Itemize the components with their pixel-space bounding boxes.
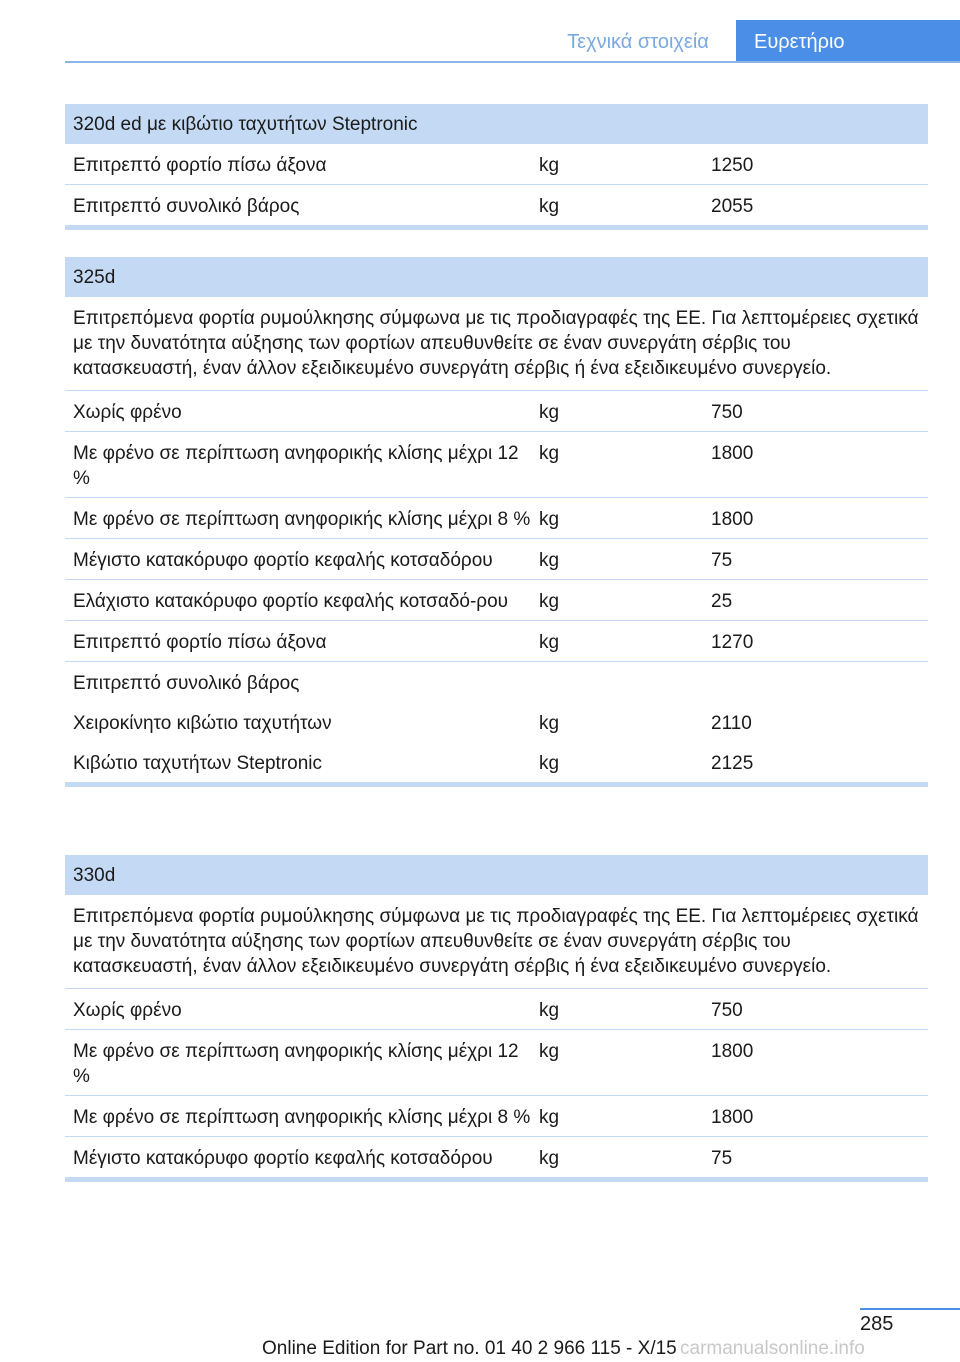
page-number: 285 bbox=[860, 1313, 894, 1335]
table-row bbox=[65, 580, 928, 621]
row-unit: kg bbox=[539, 155, 560, 176]
table-title: 330d bbox=[65, 855, 928, 895]
table-320d bbox=[65, 104, 928, 230]
row-label: Μέγιστο κατακόρυφο φορτίο κεφαλής κοτσαδόρου bbox=[73, 550, 493, 571]
row-label: Επιτρεπτό φορτίο πίσω άξονα bbox=[73, 632, 327, 653]
row-value: 2110 bbox=[711, 713, 752, 734]
row-label: Χωρίς φρένο bbox=[73, 1000, 182, 1021]
row-label: Ελάχιστο κατακόρυφο φορτίο κεφαλής κοτσαδό-ρου bbox=[73, 591, 509, 612]
row-unit: kg bbox=[539, 591, 560, 612]
page-header bbox=[0, 20, 960, 62]
row-label: Επιτρεπτό φορτίο πίσω άξονα bbox=[73, 155, 327, 176]
table-row bbox=[65, 621, 928, 662]
table-row bbox=[65, 391, 928, 432]
row-label: Με φρένο σε περίπτωση ανηφορικής κλίσης μέχρι 8 % bbox=[73, 509, 531, 530]
row-unit: kg bbox=[539, 1041, 560, 1062]
row-value: 750 bbox=[711, 402, 743, 423]
row-unit: kg bbox=[539, 753, 560, 774]
row-unit: kg bbox=[539, 402, 560, 423]
row-value: 75 bbox=[711, 550, 733, 571]
row-unit: kg bbox=[539, 550, 560, 571]
row-unit: kg bbox=[539, 1148, 560, 1169]
table-row bbox=[65, 662, 928, 702]
row-unit: kg bbox=[539, 713, 560, 734]
tab-technical-data[interactable]: Τεχνικά στοιχεία bbox=[567, 31, 709, 53]
row-value: 2125 bbox=[711, 753, 754, 774]
row-unit: kg bbox=[539, 196, 560, 217]
row-value: 1800 bbox=[711, 1041, 754, 1062]
table-row bbox=[65, 144, 928, 185]
row-label: Με φρένο σε περίπτωση ανηφορικής κλίσης μέχρι 12 % bbox=[73, 443, 519, 489]
row-label: Χειροκίνητο κιβώτιο ταχυτήτων bbox=[73, 713, 332, 734]
row-unit: kg bbox=[539, 509, 560, 530]
row-value: 1250 bbox=[711, 155, 754, 176]
table-end-bar bbox=[65, 225, 928, 230]
row-value: 750 bbox=[711, 1000, 743, 1021]
row-value: 75 bbox=[711, 1148, 733, 1169]
table-row bbox=[65, 432, 928, 498]
table-row bbox=[65, 989, 928, 1030]
footer-divider bbox=[860, 1308, 960, 1310]
table-row bbox=[65, 1096, 928, 1137]
table-end-bar bbox=[65, 782, 928, 787]
row-label: Κιβώτιο ταχυτήτων Steptronic bbox=[73, 753, 323, 774]
row-value: 1800 bbox=[711, 1107, 754, 1128]
table-row bbox=[65, 742, 928, 782]
header-divider bbox=[65, 61, 960, 63]
row-unit: kg bbox=[539, 443, 560, 464]
table-330d bbox=[65, 855, 928, 1182]
row-label: Με φρένο σε περίπτωση ανηφορικής κλίσης μέχρι 12 % bbox=[73, 1041, 519, 1087]
table-note: Επιτρεπόμενα φορτία ρυμούλκησης σύμφωνα με τις προδιαγραφές της ΕΕ. Για λεπτομέρειες σχετικά με την δυνατότητα αύξησης των φορτίων απευθυνθείτε σε έναν συνεργάτη σέρβις του κατασκευαστή, έναν άλλον εξειδικευμένο συνεργάτη σέρβις ή ένα εξειδικευμένο συνεργείο. bbox=[65, 895, 928, 989]
table-row bbox=[65, 1137, 928, 1177]
row-value: 1800 bbox=[711, 443, 754, 464]
row-unit: kg bbox=[539, 1000, 560, 1021]
row-unit: kg bbox=[539, 1107, 560, 1128]
table-row bbox=[65, 1030, 928, 1096]
row-label: Επιτρεπτό συνολικό βάρος bbox=[73, 196, 300, 217]
table-end-bar bbox=[65, 1177, 928, 1182]
row-value: 1800 bbox=[711, 509, 754, 530]
row-value: 2055 bbox=[711, 196, 754, 217]
table-325d bbox=[65, 257, 928, 787]
table-title: 320d ed με κιβώτιο ταχυτήτων Steptronic bbox=[65, 104, 928, 144]
watermark: carmanualsonline.info bbox=[680, 1338, 865, 1359]
row-unit: kg bbox=[539, 632, 560, 653]
row-label: Επιτρεπτό συνολικό βάρος bbox=[73, 673, 300, 694]
table-row bbox=[65, 498, 928, 539]
tab-index[interactable]: Ευρετήριο bbox=[736, 20, 960, 62]
row-label: Μέγιστο κατακόρυφο φορτίο κεφαλής κοτσαδόρου bbox=[73, 1148, 493, 1169]
table-note: Επιτρεπόμενα φορτία ρυμούλκησης σύμφωνα με τις προδιαγραφές της ΕΕ. Για λεπτομέρειες σχετικά με την δυνατότητα αύξησης των φορτίων απευθυνθείτε σε έναν συνεργάτη σέρβις του κατασκευαστή, έναν άλλον εξειδικευμένο συνεργάτη σέρβις ή ένα εξειδικευμένο συνεργείο. bbox=[65, 297, 928, 391]
row-value: 25 bbox=[711, 591, 733, 612]
edition-text: Online Edition for Part no. 01 40 2 966 115 - X/15 bbox=[262, 1338, 677, 1359]
table-row bbox=[65, 539, 928, 580]
row-value: 1270 bbox=[711, 632, 754, 653]
table-title: 325d bbox=[65, 257, 928, 297]
row-label: Χωρίς φρένο bbox=[73, 402, 182, 423]
table-row bbox=[65, 702, 928, 742]
row-label: Με φρένο σε περίπτωση ανηφορικής κλίσης μέχρι 8 % bbox=[73, 1107, 531, 1128]
table-row bbox=[65, 185, 928, 225]
